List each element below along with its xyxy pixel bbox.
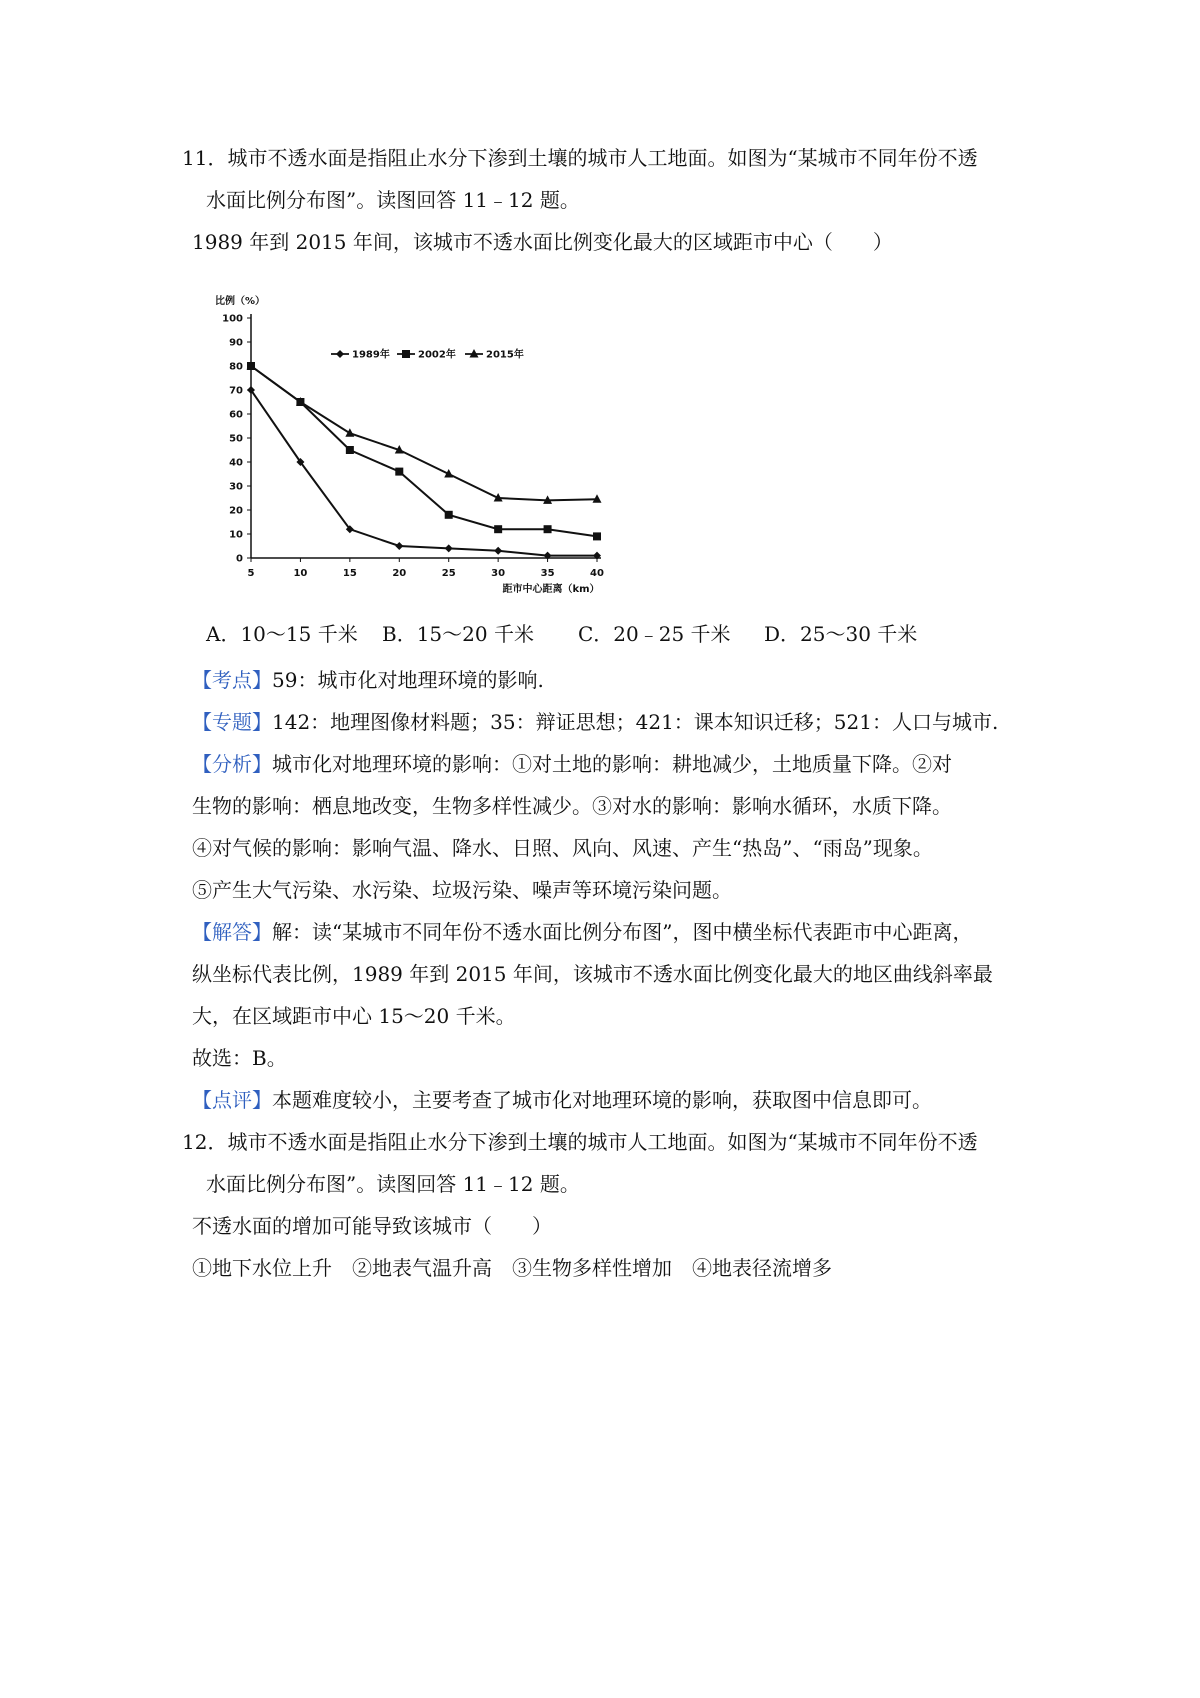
data-point-1-2 xyxy=(346,446,354,454)
impervious-surface-chart xyxy=(205,290,625,602)
data-point-2-2 xyxy=(345,428,354,437)
y-tick-label: 40 xyxy=(229,457,243,469)
x-tick-label: 5 xyxy=(247,568,255,579)
q11-answer: 故选：B。 xyxy=(192,1046,287,1070)
legend-label-0: 1989年 xyxy=(352,349,390,361)
q11-jieda-line1: 【解答】解：读“某城市不同年份不透水面比例分布图”，图中横坐标代表距市中心距离， xyxy=(192,920,973,944)
q12-stem-line2: 水面比例分布图”。读图回答 11﹣12 题。 xyxy=(206,1172,580,1196)
x-tick-label: 30 xyxy=(491,568,506,579)
data-point-1-4 xyxy=(445,511,453,519)
q12-statements: ①地下水位上升 ②地表气温升高 ③生物多样性增加 ④地表径流增多 xyxy=(192,1256,832,1280)
data-point-0-4 xyxy=(445,544,453,552)
data-point-1-3 xyxy=(395,468,403,476)
legend-label-1: 2002年 xyxy=(418,349,456,361)
legend-marker-1 xyxy=(402,350,410,358)
zhuanti-tag: 【专题】 xyxy=(192,710,272,734)
q11-stem-line1: 11．城市不透水面是指阻止水分下渗到土壤的城市人工地面。如图为“某城市不同年份不透 xyxy=(182,146,978,170)
q11-number: 11． xyxy=(182,146,228,170)
y-tick-label: 90 xyxy=(229,337,243,349)
q11-jieda-line2: 纵坐标代表比例，1989 年到 2015 年间，该城市不透水面比例变化最大的地区曲线斜率最 xyxy=(192,962,993,986)
x-tick-label: 20 xyxy=(392,568,407,579)
q11-option-a: A．10～15 千米 xyxy=(206,622,358,646)
q11-stem-line2: 水面比例分布图”。读图回答 11﹣12 题。 xyxy=(206,188,580,212)
y-tick-label: 30 xyxy=(229,481,243,493)
data-point-1-5 xyxy=(494,525,502,533)
q11-jieda-line3: 大，在区域距市中心 15～20 千米。 xyxy=(192,1004,516,1028)
fenxi-tag: 【分析】 xyxy=(192,752,272,776)
y-tick-label: 60 xyxy=(229,409,243,421)
data-point-0-5 xyxy=(494,547,502,555)
y-tick-label: 20 xyxy=(229,505,243,517)
q11-question: 1989 年到 2015 年间，该城市不透水面比例变化最大的区域距市中心（ ） xyxy=(192,230,893,254)
q11-fenxi-line4: ⑤产生大气污染、水污染、垃圾污染、噪声等环境污染问题。 xyxy=(192,878,732,902)
data-point-1-6 xyxy=(544,525,552,533)
q12-question: 不透水面的增加可能导致该城市（ ） xyxy=(192,1214,552,1238)
legend-label-2: 2015年 xyxy=(486,349,524,361)
q11-fenxi-line1: 【分析】城市化对地理环境的影响：①对土地的影响：耕地减少，土地质量下降。②对 xyxy=(192,752,952,776)
q11-fenxi-line3: ④对气候的影响：影响气温、降水、日照、风向、风速、产生“热岛”、“雨岛”现象。 xyxy=(192,836,933,860)
jieda-tag: 【解答】 xyxy=(192,920,272,944)
y-tick-label: 0 xyxy=(236,553,243,565)
y-axis-label: 比例（%） xyxy=(215,296,266,307)
q11-option-b: B．15～20 千米 xyxy=(382,622,534,646)
y-tick-label: 70 xyxy=(229,385,243,397)
q12-number: 12． xyxy=(182,1130,228,1154)
q11-dianping: 【点评】本题难度较小，主要考查了城市化对地理环境的影响，获取图中信息即可。 xyxy=(192,1088,932,1112)
q11-zhuanti: 【专题】142：地理图像材料题；35：辩证思想；421：课本知识迁移；521：人口与城市. xyxy=(192,710,999,734)
q12-stem-line1: 12．城市不透水面是指阻止水分下渗到土壤的城市人工地面。如图为“某城市不同年份不透 xyxy=(182,1130,978,1154)
q11-option-c: C．20﹣25 千米 xyxy=(578,622,731,646)
q11-kaodian: 【考点】59：城市化对地理环境的影响. xyxy=(192,668,544,692)
q11-option-d: D．25～30 千米 xyxy=(764,622,918,646)
x-axis-label: 距市中心距离（km） xyxy=(502,584,600,595)
y-tick-label: 100 xyxy=(222,313,243,325)
x-tick-label: 40 xyxy=(590,568,604,579)
series-line-2 xyxy=(251,366,597,500)
y-tick-label: 80 xyxy=(229,361,243,373)
x-tick-label: 25 xyxy=(441,568,456,579)
x-tick-label: 15 xyxy=(342,568,357,579)
y-tick-label: 10 xyxy=(229,529,243,541)
y-tick-label: 50 xyxy=(229,433,243,445)
legend-marker-0 xyxy=(336,350,344,358)
dianping-tag: 【点评】 xyxy=(192,1088,272,1112)
q11-fenxi-line2: 生物的影响：栖息地改变，生物多样性减少。③对水的影响：影响水循环，水质下降。 xyxy=(192,794,952,818)
data-point-1-7 xyxy=(593,532,601,540)
chart-svg xyxy=(205,290,625,602)
data-point-0-3 xyxy=(395,542,403,550)
series-line-1 xyxy=(251,366,597,536)
x-tick-label: 10 xyxy=(293,568,308,579)
kaodian-tag: 【考点】 xyxy=(192,668,272,692)
x-tick-label: 35 xyxy=(540,568,555,579)
